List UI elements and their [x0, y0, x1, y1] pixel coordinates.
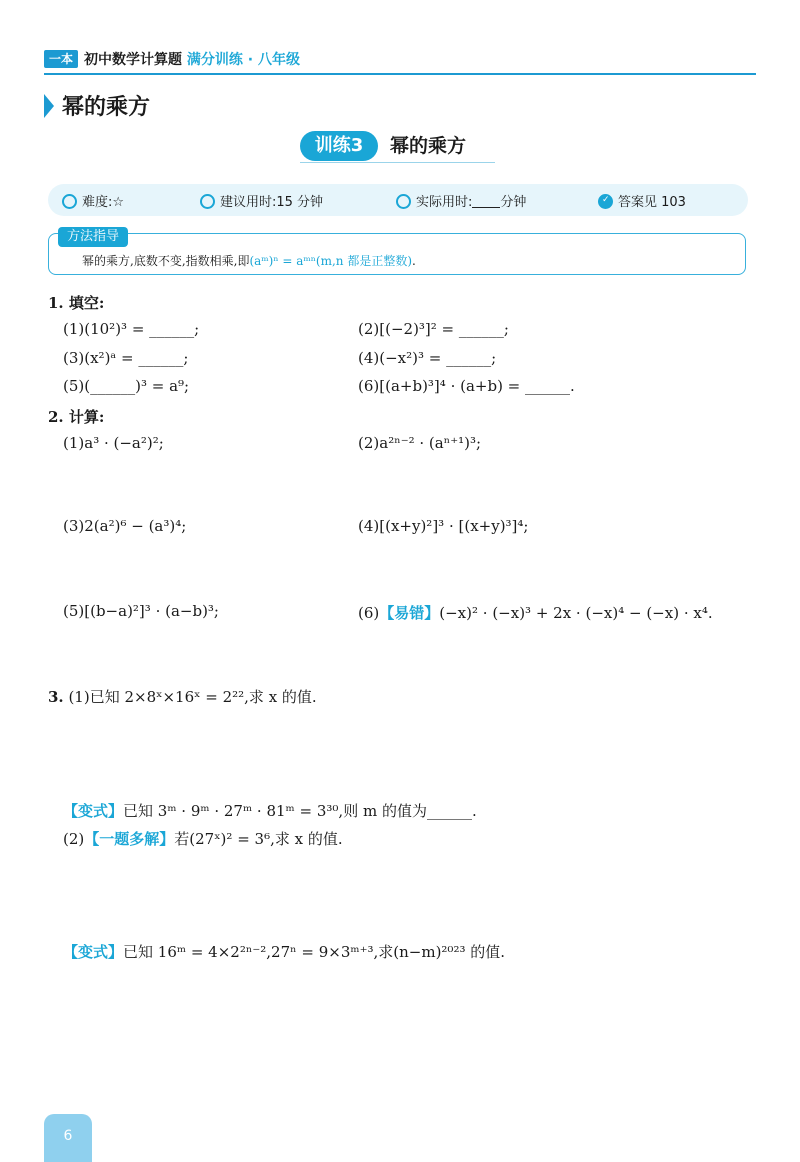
q2-item-1: (1)a³ · (−a²)²;	[63, 434, 164, 452]
timer-icon	[396, 194, 411, 209]
q1-item-1: (1)(10²)³ = ______;	[63, 320, 200, 338]
alarm-clock-icon	[200, 194, 215, 209]
q3-part1-text: (1)已知 2×8ˣ×16ˣ = 2²²,求 x 的值.	[68, 688, 317, 706]
difficulty-stars: ☆	[112, 195, 125, 210]
variant-tag-2: 【变式】	[63, 943, 124, 961]
book-logo: 一本	[44, 50, 78, 68]
suggested-time-text: 建议用时:15 分钟	[220, 195, 324, 210]
book-header	[84, 49, 300, 69]
q2-item-2: (2)a²ⁿ⁻² · (aⁿ⁺¹)³;	[358, 434, 482, 452]
check-circle-icon	[598, 194, 613, 209]
q3-variant-2-text: 已知 16ᵐ = 4×2²ⁿ⁻²,27ⁿ = 9×3ᵐ⁺³,求(n−m)²⁰²³ 的值.	[123, 943, 506, 961]
q2-item-6: (6)【易错】(−x)² · (−x)³ + 2x · (−x)⁴ − (−x) · x⁴.	[358, 604, 713, 622]
training-title: 幂的乘方	[390, 135, 467, 157]
wifi-icon	[62, 194, 77, 209]
header-divider	[44, 73, 756, 75]
error-prone-tag: 【易错】	[379, 604, 440, 622]
actual-time-unit: 分钟	[500, 195, 527, 210]
answer-ref	[598, 191, 686, 210]
section-marker-icon	[44, 94, 54, 118]
variant-tag: 【变式】	[63, 802, 124, 820]
page-number: 6	[44, 1114, 92, 1162]
training-underline	[300, 162, 495, 163]
method-formula: (aᵐ)ⁿ = aᵐⁿ(m,n 都是正整数)	[249, 254, 413, 268]
training-badge: 训练3	[300, 131, 378, 161]
book-title: 初中数学计算题	[84, 52, 182, 68]
q1-item-3: (3)(x²)ᵃ = ______;	[63, 349, 189, 367]
actual-time-blank[interactable]	[472, 193, 500, 208]
difficulty-label: 难度:	[82, 195, 113, 210]
q3-variant-1	[63, 800, 477, 821]
q3-variant-1-text: 已知 3ᵐ · 9ᵐ · 27ᵐ · 81ᵐ = 3³⁰,则 m 的值为______.	[123, 802, 477, 820]
multi-solution-tag: 【一题多解】	[84, 830, 175, 848]
section-title: 幂的乘方	[62, 95, 151, 120]
q2-item-3: (3)2(a²)⁶ − (a³)⁴;	[63, 517, 187, 535]
q1-item-4: (4)(−x²)³ = ______;	[358, 349, 497, 367]
q2-item-4: (4)[(x+y)²]³ · [(x+y)³]⁴;	[358, 517, 529, 535]
q2-head: 2. 计算:	[48, 408, 105, 426]
book-subtitle: 满分训练 · 八年级	[186, 52, 300, 68]
method-text	[82, 252, 416, 269]
actual-time-label: 实际用时:	[416, 195, 473, 210]
method-tab: 方法指导	[58, 227, 128, 247]
q1-item-5: (5)(______)³ = a⁹;	[63, 377, 190, 395]
answer-ref-text: 答案见 103	[618, 195, 686, 210]
q3-part1	[48, 686, 317, 707]
q3-part2	[63, 828, 343, 849]
method-rule: 幂的乘方,底数不变,指数相乘,即	[82, 254, 250, 268]
q1-item-6: (6)[(a+b)³]⁴ · (a+b) = ______.	[358, 377, 575, 395]
actual-time	[396, 191, 526, 210]
difficulty	[62, 191, 124, 210]
q3-part2-text: 若(27ˣ)² = 3⁶,求 x 的值.	[174, 830, 343, 848]
suggested-time	[200, 191, 323, 210]
q2-item-5: (5)[(b−a)²]³ · (a−b)³;	[63, 602, 219, 620]
method-end: .	[412, 254, 416, 268]
q3-variant-2	[63, 941, 505, 962]
q1-item-2: (2)[(−2)³]² = ______;	[358, 320, 509, 338]
q3-part2-prefix: (2)	[63, 830, 85, 848]
q3-head: 3.	[48, 688, 64, 706]
q1-head: 1. 填空:	[48, 294, 105, 312]
